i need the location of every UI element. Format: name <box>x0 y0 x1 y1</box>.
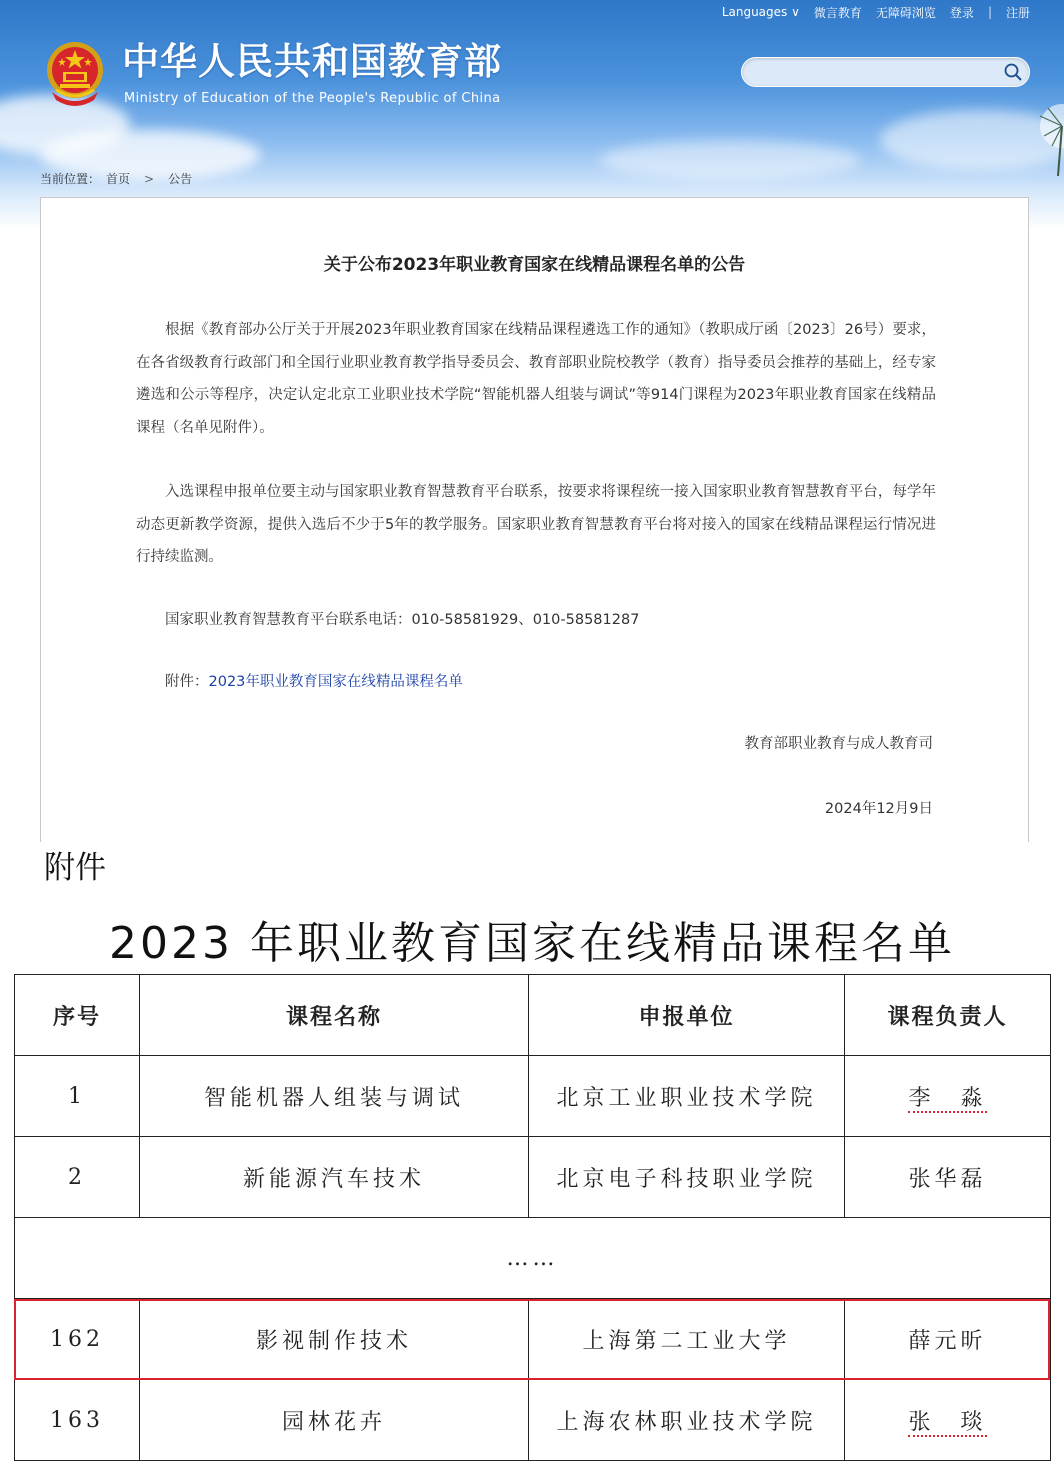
site-subtitle: Ministry of Education of the People's Republic of China <box>124 91 501 106</box>
dandelion-decoration <box>1012 86 1064 176</box>
breadcrumb-home[interactable]: 首页 <box>106 172 131 186</box>
course-list-title: 2023 年职业教育国家在线精品课程名单 <box>109 918 955 969</box>
attachment-link[interactable]: 2023年职业教育国家在线精品课程名单 <box>208 674 463 690</box>
table-header-row <box>15 975 1051 1056</box>
article-paragraph: 根据《教育部办公厅关于开展2023年职业教育国家在线精品课程遴选工作的通知》（教职成厅函〔2023〕26号）要求，在各省级教育行政部门和全国行业职业教育教学指导委员会、教育部职业院校教学（教育）指导委员会推荐的基础上，经专家遴选和公示等程序，决定认定北京工业职业技术学院“智能机器人组装与调试”等914门课程为2023年职业教育国家在线精品课程（名单见附件）。 <box>136 322 936 436</box>
link-accessibility[interactable]: 无障碍浏览 <box>875 5 936 20</box>
cell-course: 园林花卉 <box>140 1380 529 1461</box>
article-paragraph: 入选课程申报单位要主动与国家职业教育智慧教育平台联系，按要求将课程统一接入国家职业教育智慧教育平台，每学年动态更新教学资源，提供入选后不少于5年的教学服务。国家职业教育智慧教育平台将对接入的国家在线精品课程运行情况进行持续监测。 <box>136 484 936 565</box>
link-weiyan[interactable]: 微言教育 <box>813 5 862 20</box>
article-title: 关于公布2023年职业教育国家在线精品课程名单的公告 <box>323 255 746 275</box>
cell-unit: 上海农林职业技术学院 <box>529 1380 845 1461</box>
header-unit: 申报单位 <box>529 975 845 1056</box>
course-table <box>14 974 1051 1461</box>
cell-lead: 张华磊 <box>845 1137 1051 1218</box>
breadcrumb-current[interactable]: 公告 <box>168 172 193 186</box>
cell-ellipsis: …… <box>15 1218 1051 1299</box>
cell-course: 影视制作技术 <box>140 1299 529 1380</box>
languages-menu[interactable]: Languages ∨ <box>721 5 800 19</box>
table-row <box>15 1137 1051 1218</box>
header-course: 课程名称 <box>140 975 529 1056</box>
site-title[interactable]: 中华人民共和国教育部 <box>122 40 502 83</box>
cloud-decoration <box>600 140 860 180</box>
cell-index: 162 <box>15 1299 140 1380</box>
header-lead: 课程负责人 <box>845 975 1051 1056</box>
issuer-signature: 教育部职业教育与成人教育司 <box>744 736 933 752</box>
breadcrumb-label: 当前位置： <box>40 172 101 186</box>
search-box <box>741 57 1030 87</box>
breadcrumb <box>40 170 192 187</box>
article-body <box>136 314 936 699</box>
issue-date: 2024年12月9日 <box>824 801 933 817</box>
cell-unit: 上海第二工业大学 <box>529 1299 845 1380</box>
lead-name: 李 淼 <box>908 1085 987 1111</box>
cell-unit: 北京工业职业技术学院 <box>529 1056 845 1137</box>
cell-course: 新能源汽车技术 <box>140 1137 529 1218</box>
topbar-divider: | <box>987 5 992 19</box>
cell-lead <box>845 1380 1051 1461</box>
table-row <box>15 1056 1051 1137</box>
attachment-line <box>136 666 936 699</box>
cell-unit: 北京电子科技职业学院 <box>529 1137 845 1218</box>
cell-course: 智能机器人组装与调试 <box>140 1056 529 1137</box>
cell-index: 1 <box>15 1056 140 1137</box>
link-register[interactable]: 注册 <box>1005 5 1030 20</box>
header-index: 序号 <box>15 975 140 1056</box>
attachment-heading: 附件 <box>44 850 106 886</box>
table-row-highlighted <box>15 1299 1051 1380</box>
table-row <box>15 1380 1051 1461</box>
table-row-ellipsis <box>15 1218 1051 1299</box>
cell-index: 2 <box>15 1137 140 1218</box>
lead-name: 张 琰 <box>908 1409 987 1435</box>
chevron-right-icon: > <box>144 171 155 186</box>
site-header <box>0 0 1064 230</box>
cell-index: 163 <box>15 1380 140 1461</box>
announcement-article <box>40 197 1029 842</box>
contact-phone: 国家职业教育智慧教育平台联系电话：010-58581929、010-58581287 <box>165 611 640 628</box>
cell-lead <box>845 1056 1051 1137</box>
top-links <box>722 4 1030 20</box>
cell-lead: 薛元昕 <box>845 1299 1051 1380</box>
search-icon[interactable] <box>1003 62 1023 82</box>
search-input[interactable] <box>754 62 998 84</box>
link-login[interactable]: 登录 <box>949 5 974 20</box>
attachment-label: 附件： <box>165 674 209 690</box>
national-emblem-icon[interactable] <box>44 40 106 108</box>
